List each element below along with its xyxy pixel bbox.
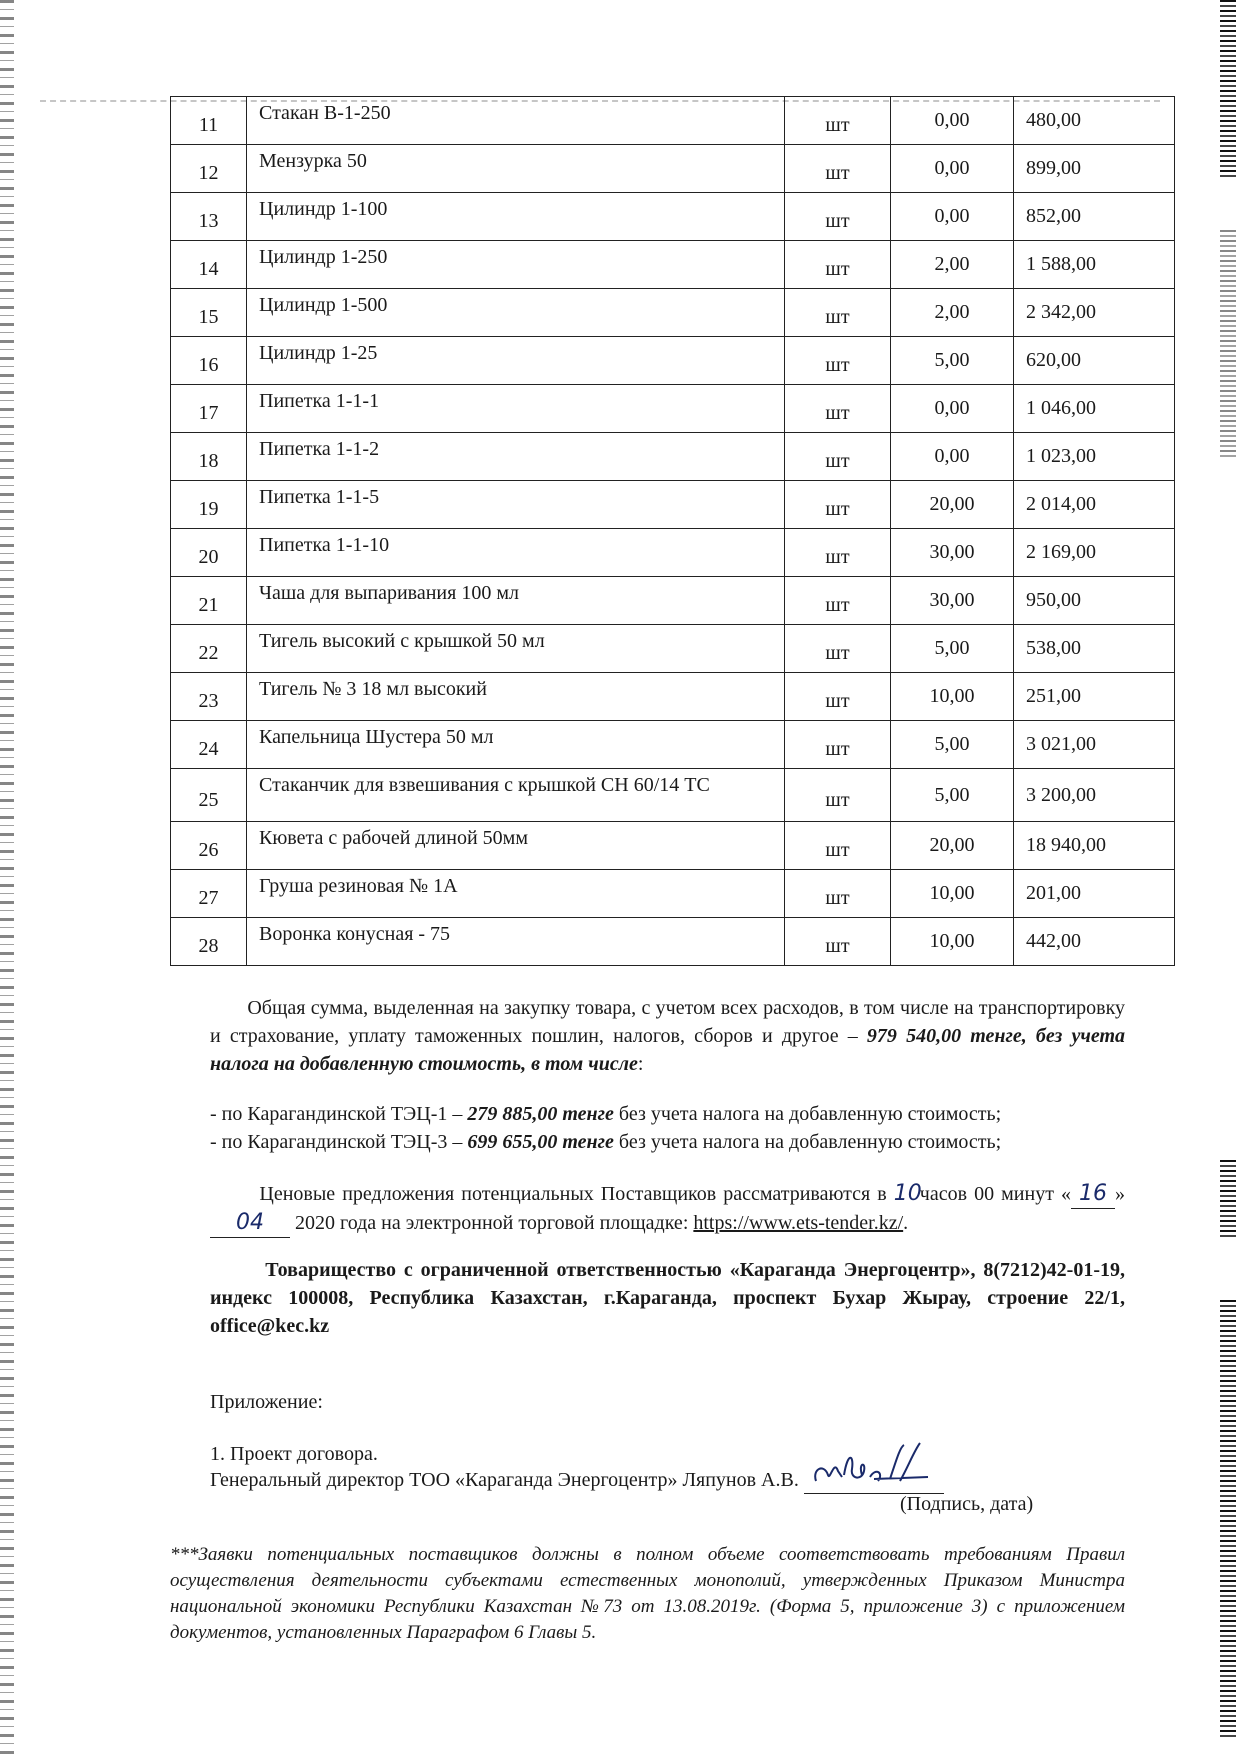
item-name: Стаканчик для взвешивания с крышкой СН 60/14 ТС — [247, 769, 785, 822]
director-text: Генеральный директор ТОО «Караганда Энергоцентр» Ляпунов А.В. — [210, 1469, 799, 1491]
item-name: Тигель высокий с крышкой 50 мл — [247, 625, 785, 673]
table-row — [171, 433, 1175, 481]
item-unit: шт — [785, 433, 891, 481]
item-unit: шт — [785, 241, 891, 289]
row-number: 22 — [171, 625, 247, 673]
table-row — [171, 577, 1175, 625]
company-text: Товарищество с ограниченной ответственностью «Караганда Энергоцентр», 8(7212)42-01-19, индекс 100008, Республика Казахстан, г.Караганда, проспект Бухар Жырау, строение 22/1, office@kec.kz — [210, 1259, 1125, 1337]
item-unit: шт — [785, 145, 891, 193]
item-unit: шт — [785, 721, 891, 769]
row-number: 15 — [171, 289, 247, 337]
row-number: 20 — [171, 529, 247, 577]
item-unit: шт — [785, 870, 891, 918]
item-quantity: 10,00 — [891, 673, 1014, 721]
breakdown-prefix: - по Карагандинской ТЭЦ-3 – — [210, 1131, 468, 1153]
item-price: 852,00 — [1014, 193, 1175, 241]
item-name: Стакан В-1-250 — [247, 97, 785, 145]
item-quantity: 20,00 — [891, 822, 1014, 870]
item-unit: шт — [785, 337, 891, 385]
offers-text: . — [903, 1212, 909, 1234]
item-name: Пипетка 1-1-5 — [247, 481, 785, 529]
row-number: 25 — [171, 769, 247, 822]
item-unit: шт — [785, 673, 891, 721]
appendix-item: 1. Проект договора. — [210, 1443, 378, 1465]
item-price: 201,00 — [1014, 870, 1175, 918]
item-quantity: 2,00 — [891, 241, 1014, 289]
appendix-label: Приложение: — [210, 1391, 323, 1413]
signature-line — [804, 1471, 944, 1494]
item-name: Цилиндр 1-100 — [247, 193, 785, 241]
table-row — [171, 721, 1175, 769]
offers-paragraph — [210, 1180, 1125, 1238]
item-price: 1 588,00 — [1014, 241, 1175, 289]
signature-mark — [804, 1441, 944, 1489]
scan-barcode-right — [1220, 230, 1236, 460]
item-quantity: 5,00 — [891, 721, 1014, 769]
item-price: 3 200,00 — [1014, 769, 1175, 822]
row-number: 26 — [171, 822, 247, 870]
item-unit: шт — [785, 289, 891, 337]
table-row — [171, 337, 1175, 385]
table-row — [171, 529, 1175, 577]
item-price: 2 342,00 — [1014, 289, 1175, 337]
handwritten-day: 16 — [1071, 1180, 1115, 1209]
item-price: 480,00 — [1014, 97, 1175, 145]
scan-barcode-right — [1220, 1160, 1236, 1240]
item-unit: шт — [785, 385, 891, 433]
breakdown-suffix: без учета налога на добавленную стоимость; — [613, 1103, 1002, 1125]
table-row — [171, 769, 1175, 822]
item-unit: шт — [785, 769, 891, 822]
item-quantity: 0,00 — [891, 97, 1014, 145]
item-price: 2 014,00 — [1014, 481, 1175, 529]
offers-text: » — [1115, 1183, 1126, 1205]
total-amount: 979 540,00 тенге, без учета налога на добавленную стоимость, в том числе — [210, 1025, 1126, 1075]
company-info — [210, 1256, 1125, 1340]
handwritten-month: 04 — [210, 1209, 290, 1238]
director-line — [210, 1466, 944, 1494]
handwritten-hour: 10 — [893, 1181, 922, 1206]
table-row — [171, 673, 1175, 721]
item-quantity: 0,00 — [891, 433, 1014, 481]
item-name: Цилиндр 1-250 — [247, 241, 785, 289]
item-unit: шт — [785, 625, 891, 673]
table-row — [171, 97, 1175, 145]
footnote: ***Заявки потенциальных поставщиков должны в полном объеме соответствовать требованиям Правил осуществления деятельности субъектами естественных монополий, утвержденных Приказом Министра национальной экономики Республики Казахстан №73 от 13.08.2019г. (Форма 5, приложение 3) с приложением документов, установленных Параграфом 6 Главы 5. — [170, 1544, 1125, 1643]
row-number: 19 — [171, 481, 247, 529]
items-table — [170, 96, 1175, 966]
row-number: 27 — [171, 870, 247, 918]
row-number: 11 — [171, 97, 247, 145]
offers-text: часов 00 минут « — [919, 1183, 1072, 1205]
table-row — [171, 918, 1175, 966]
items-table-body — [171, 97, 1175, 966]
breakdown-amount: 699 655,00 тенге — [467, 1131, 614, 1153]
total-paragraph — [210, 994, 1125, 1078]
item-price: 1 023,00 — [1014, 433, 1175, 481]
item-quantity: 10,00 — [891, 918, 1014, 966]
item-name: Пипетка 1-1-1 — [247, 385, 785, 433]
item-quantity: 0,00 — [891, 193, 1014, 241]
item-quantity: 0,00 — [891, 385, 1014, 433]
item-name: Груша резиновая № 1А — [247, 870, 785, 918]
item-price: 251,00 — [1014, 673, 1175, 721]
item-price: 1 046,00 — [1014, 385, 1175, 433]
row-number: 12 — [171, 145, 247, 193]
tender-link[interactable]: https://www.ets-tender.kz/ — [693, 1212, 904, 1234]
item-name: Цилиндр 1-500 — [247, 289, 785, 337]
row-number: 24 — [171, 721, 247, 769]
breakdown-item — [210, 1100, 1001, 1128]
item-quantity: 30,00 — [891, 577, 1014, 625]
item-price: 442,00 — [1014, 918, 1175, 966]
item-price: 950,00 — [1014, 577, 1175, 625]
item-name: Тигель № 3 18 мл высокий — [247, 673, 785, 721]
item-quantity: 20,00 — [891, 481, 1014, 529]
item-quantity: 2,00 — [891, 289, 1014, 337]
breakdown-item — [210, 1128, 1001, 1156]
item-unit: шт — [785, 481, 891, 529]
table-row — [171, 289, 1175, 337]
row-number: 16 — [171, 337, 247, 385]
item-price: 538,00 — [1014, 625, 1175, 673]
item-name: Пипетка 1-1-2 — [247, 433, 785, 481]
table-row — [171, 625, 1175, 673]
row-number: 21 — [171, 577, 247, 625]
signature-caption: (Подпись, дата) — [900, 1493, 1034, 1515]
row-number: 14 — [171, 241, 247, 289]
item-name: Чаша для выпаривания 100 мл — [247, 577, 785, 625]
table-row — [171, 385, 1175, 433]
row-number: 23 — [171, 673, 247, 721]
item-quantity: 10,00 — [891, 870, 1014, 918]
item-name: Цилиндр 1-25 — [247, 337, 785, 385]
scan-edge-left — [0, 0, 14, 1754]
item-quantity: 5,00 — [891, 625, 1014, 673]
offers-text: Ценовые предложения потенциальных Поставщиков рассматриваются в — [259, 1183, 894, 1205]
offers-text: 2020 года на электронной торговой площадке: — [290, 1212, 694, 1234]
item-quantity: 30,00 — [891, 529, 1014, 577]
table-row — [171, 145, 1175, 193]
item-name: Мензурка 50 — [247, 145, 785, 193]
table-row — [171, 241, 1175, 289]
item-quantity: 5,00 — [891, 769, 1014, 822]
item-unit: шт — [785, 193, 891, 241]
item-name: Капельница Шустера 50 мл — [247, 721, 785, 769]
item-price: 2 169,00 — [1014, 529, 1175, 577]
breakdown-suffix: без учета налога на добавленную стоимость; — [613, 1131, 1002, 1153]
item-quantity: 0,00 — [891, 145, 1014, 193]
item-unit: шт — [785, 918, 891, 966]
row-number: 18 — [171, 433, 247, 481]
row-number: 17 — [171, 385, 247, 433]
item-quantity: 5,00 — [891, 337, 1014, 385]
item-price: 620,00 — [1014, 337, 1175, 385]
item-unit: шт — [785, 529, 891, 577]
total-text: Общая сумма, выделенная на закупку товара, с учетом всех расходов, в том числе на транспортировку и страхование, уплату таможенных пошлин, налогов, сборов и другое – — [210, 997, 1125, 1047]
table-row — [171, 822, 1175, 870]
table-row — [171, 870, 1175, 918]
row-number: 13 — [171, 193, 247, 241]
scan-barcode-right — [1220, 0, 1236, 180]
item-price: 3 021,00 — [1014, 721, 1175, 769]
item-name: Кювета с рабочей длиной 50мм — [247, 822, 785, 870]
table-row — [171, 193, 1175, 241]
breakdown-prefix: - по Карагандинской ТЭЦ-1 – — [210, 1103, 468, 1125]
item-unit: шт — [785, 577, 891, 625]
item-price: 899,00 — [1014, 145, 1175, 193]
item-unit: шт — [785, 97, 891, 145]
item-price: 18 940,00 — [1014, 822, 1175, 870]
item-name: Воронка конусная - 75 — [247, 918, 785, 966]
scan-barcode-right — [1220, 1300, 1236, 1740]
item-unit: шт — [785, 822, 891, 870]
total-text-end: : — [637, 1053, 644, 1075]
breakdown-amount: 279 885,00 тенге — [467, 1103, 614, 1125]
item-name: Пипетка 1-1-10 — [247, 529, 785, 577]
table-row — [171, 481, 1175, 529]
row-number: 28 — [171, 918, 247, 966]
